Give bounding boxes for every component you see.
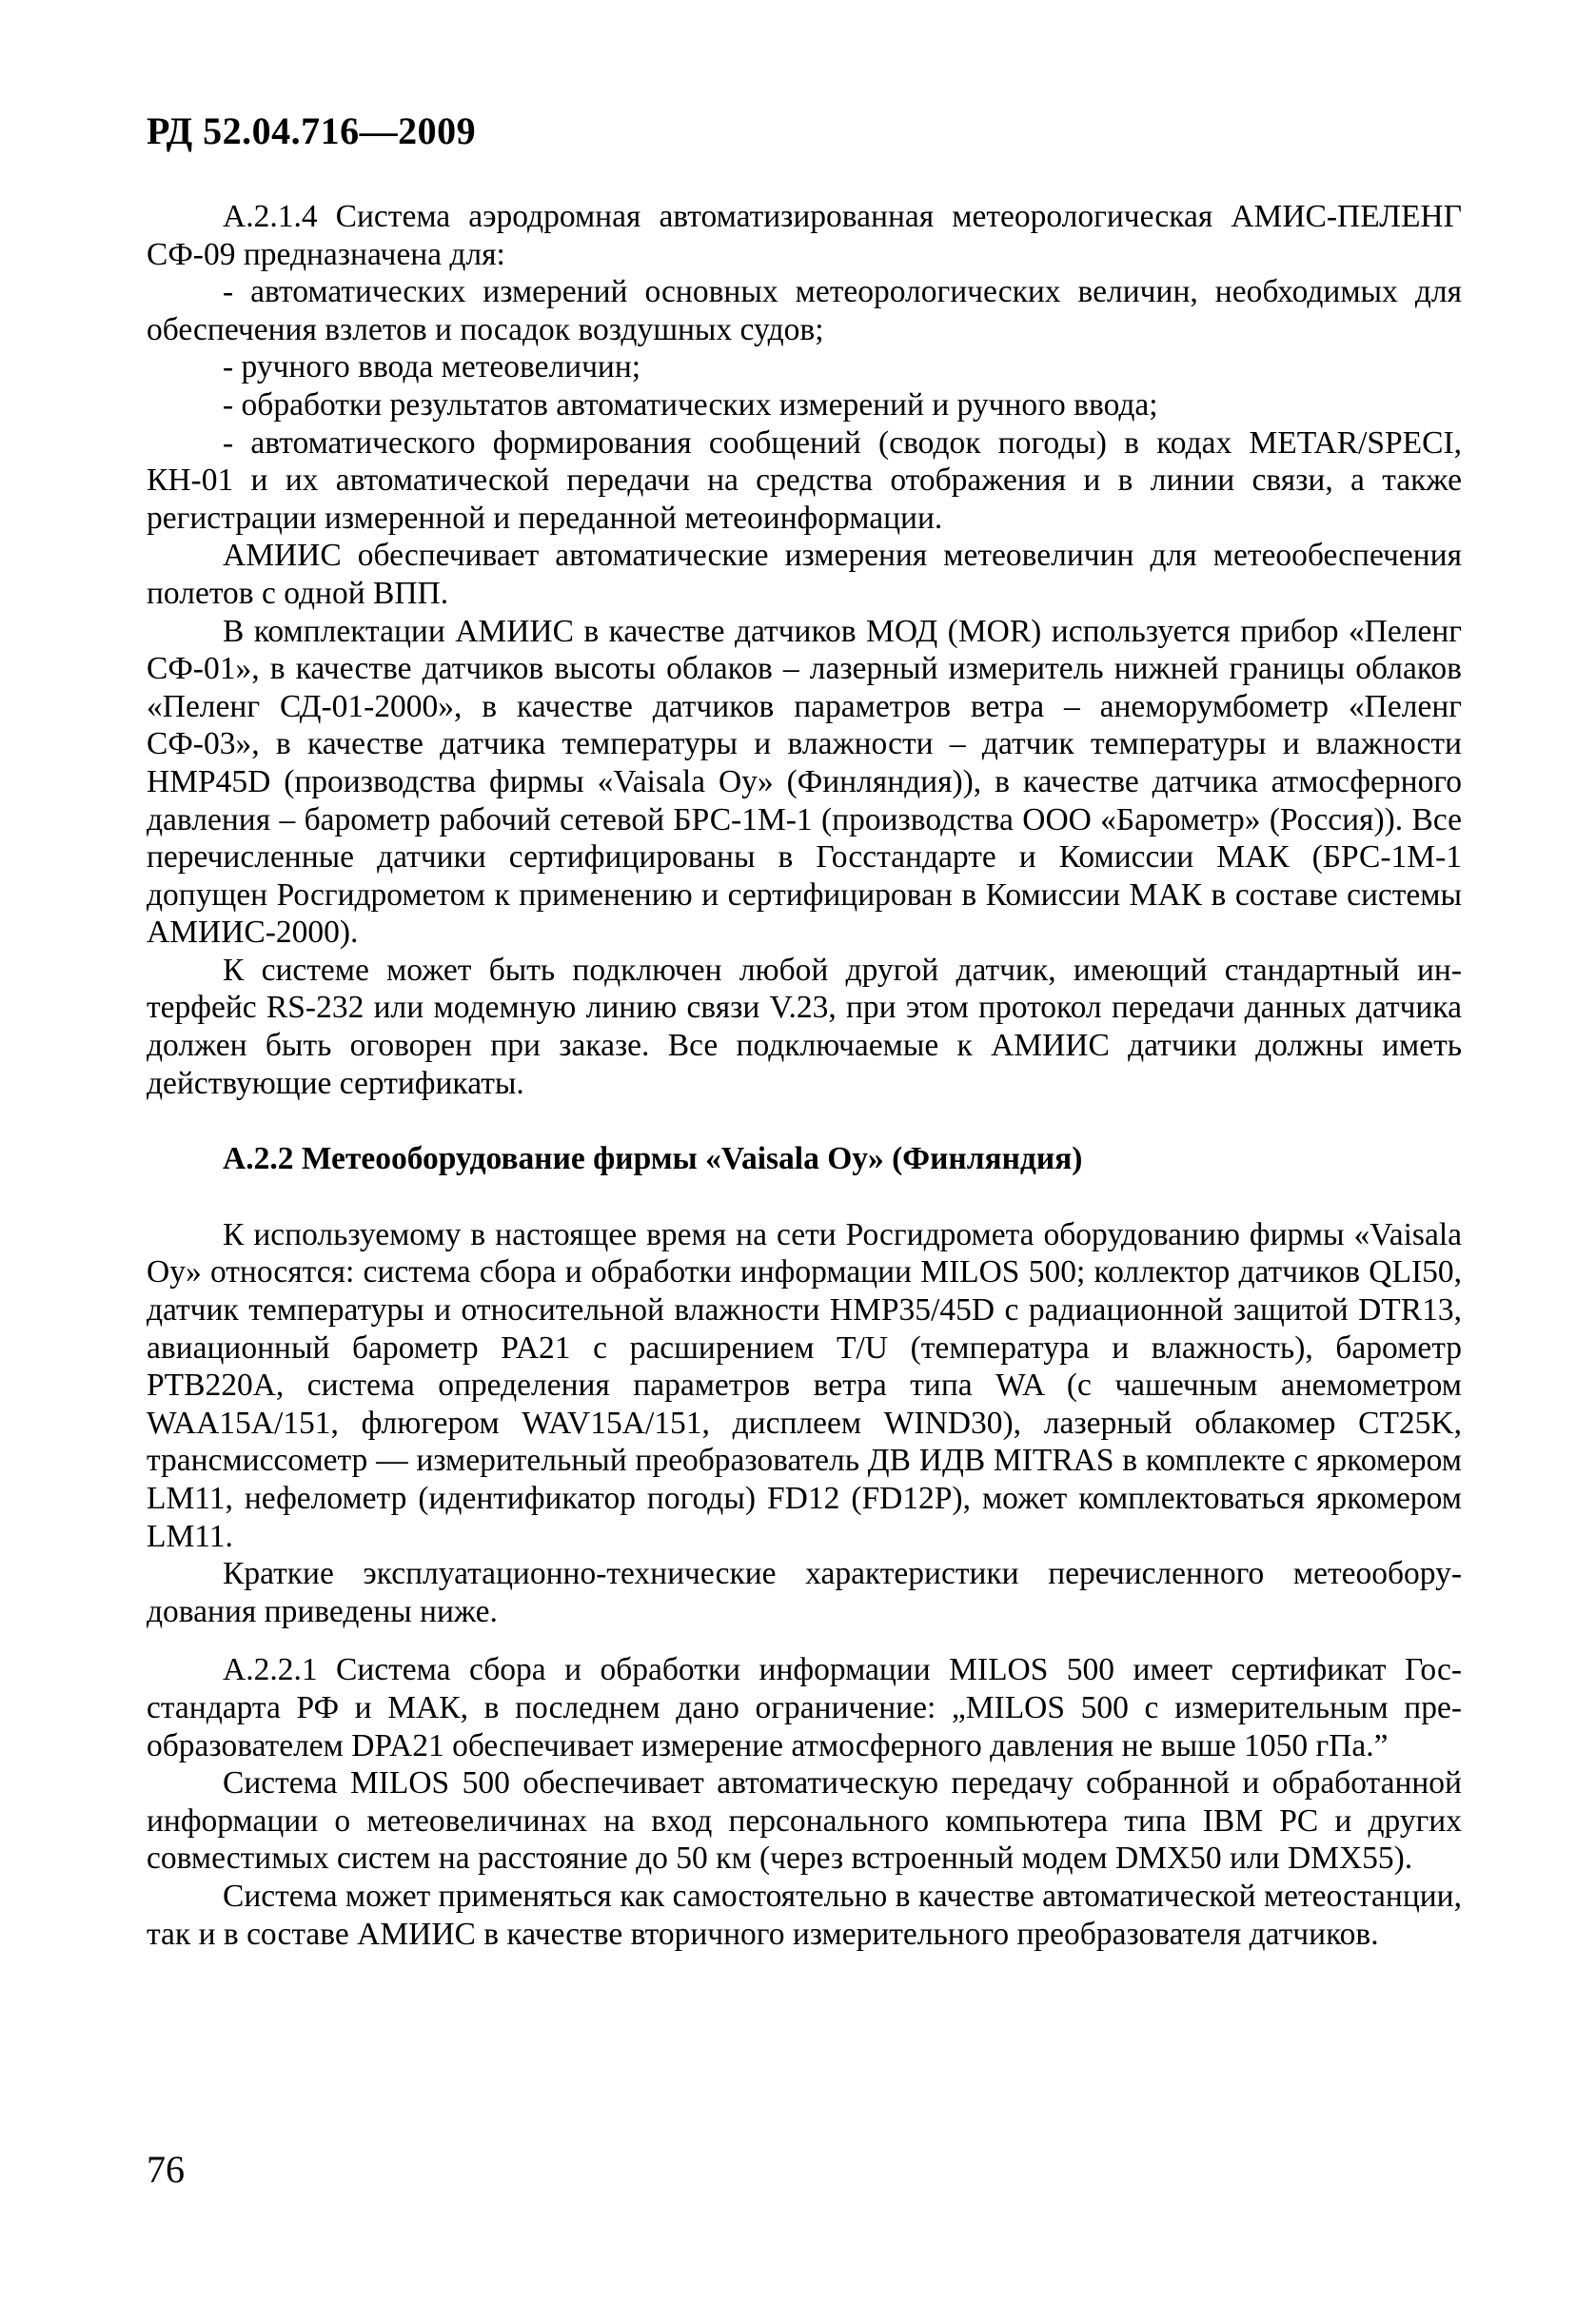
- list-item-automatic-measurements: - автоматических измерений основных метеорологических величин, необходимых для обеспечения взлетов и посадок воздушных судов;: [147, 274, 1462, 347]
- paragraph-milos-transmission: Система MILOS 500 обеспечивает автоматическую передачу собранной и обработанной информации о метеовеличинах на вход персонального компьютера типа IBM PC и других совместимых систем на расстояние до 50 км (через встроенный модем DMX50 или DMX55).: [147, 1765, 1462, 1877]
- list-item-processing: - обработки результатов автоматических измерений и ручного ввода;: [223, 386, 1158, 423]
- paragraph-brief-characteristics: Краткие эксплуатационно-технические характеристики перечисленного метеооборудования приведены ниже.: [147, 1556, 1462, 1629]
- paragraph-milos-usage: Система может применяться как самостоятельно в качестве автоматической метеостанции, так и в составе АМИИС в качестве вторичного измерительного преобразователя датчиков.: [147, 1878, 1462, 1952]
- paragraph-vaisala-equipment: К используемому в настоящее время на сети Росгидромета оборудованию фирмы «Vaisala Oy» относятся: система сбора и обработки информации MILOS 500; коллектор датчиков QLI50, датчик температуры и относительной влажности HMP35/45D с радиационной защитой DTR13, авиационный барометр PA21 с расширением T/U (температура и влажность), барометр PTB220A, система определения параметров ветра типа WA (с чашечным анемометром WAA15A/151, флюгером WAV15A/151, дисплеем WIND30), лазерный облакомер CT25K, трансмиссометр — измерительный преобразователь ДВ ИДВ MITRAS в комплекте с яркомером LM11, нефелометр (идентификатор погоды) FD12 (FD12P), может комплектоваться яркомером LM11.: [147, 1216, 1462, 1554]
- list-item-manual-input: - ручного ввода метеовеличин;: [223, 349, 641, 385]
- document-code-header: РД 52.04.716—2009: [147, 109, 477, 152]
- paragraph-a2-1-4-intro: А.2.1.4 Система аэродромная автоматизированная метеорологическая АМИС-ПЕЛЕНГ СФ-09 предназначена для:: [147, 199, 1462, 272]
- paragraph-sensor-connection: К системе может быть подключен любой другой датчик, имеющий стандартный интерфейс RS-232 или модемную линию связи V.23, при этом протокол передачи данных датчика должен быть оговорен при заказе. Все подключаемые к АМИИС датчики должны иметь действующие сертификаты.: [147, 952, 1462, 1101]
- paragraph-gap: [147, 1630, 1462, 1651]
- paragraph-amiis-measurements: АМИИС обеспечивает автоматические измерения метеовеличин для метеообеспечения полетов с одной ВПП.: [147, 538, 1462, 611]
- page-number: 76: [147, 2148, 185, 2191]
- paragraph-a2-2-1-milos: А.2.2.1 Система сбора и обработки информации MILOS 500 имеет сертификат Госстандарта РФ и МАК, в последнем дано ограничение: „MILOS 500 с измерительным преобразователем DPA21 обеспечивает измерение атмосферного давления не выше 1050 гПа.”: [147, 1652, 1462, 1763]
- section-heading-a2-2: А.2.2 Метеооборудование фирмы «Vaisala Oy» (Финляндия): [223, 1141, 1083, 1177]
- list-item-message-generation: - автоматического формирования сообщений (сводок погоды) в кодах METAR/SPECI, КН-01 и их автоматической передачи на средства отображения и в линии связи, а также регистрации измеренной и переданной метеоинформации.: [147, 424, 1462, 536]
- paragraph-amiis-sensors: В комплектации АМИИС в качестве датчиков МОД (MOR) используется прибор «Пеленг СФ-01», в качестве датчиков высоты облаков – лазерный измеритель нижней границы облаков «Пеленг СД-01-2000», в качестве датчиков параметров ветра – анеморумбометр «Пеленг СФ-03», в качестве датчика температуры и влажности – датчик температуры и влажности НМР45D (производства фирмы «Vaisala Oy» (Финляндия)), в качестве датчика атмосферного давления – барометр рабочий сетевой БРС-1М-1 (производства ООО «Барометр» (Россия)). Все перечисленные датчики сертифицированы в Госстандарте и Комиссии МАК (БРС-1М-1 допущен Росгидрометом к применению и сертифицирован в Комиссии МАК в составе системы АМИИС-2000).: [147, 613, 1462, 951]
- document-body: [147, 198, 1462, 1953]
